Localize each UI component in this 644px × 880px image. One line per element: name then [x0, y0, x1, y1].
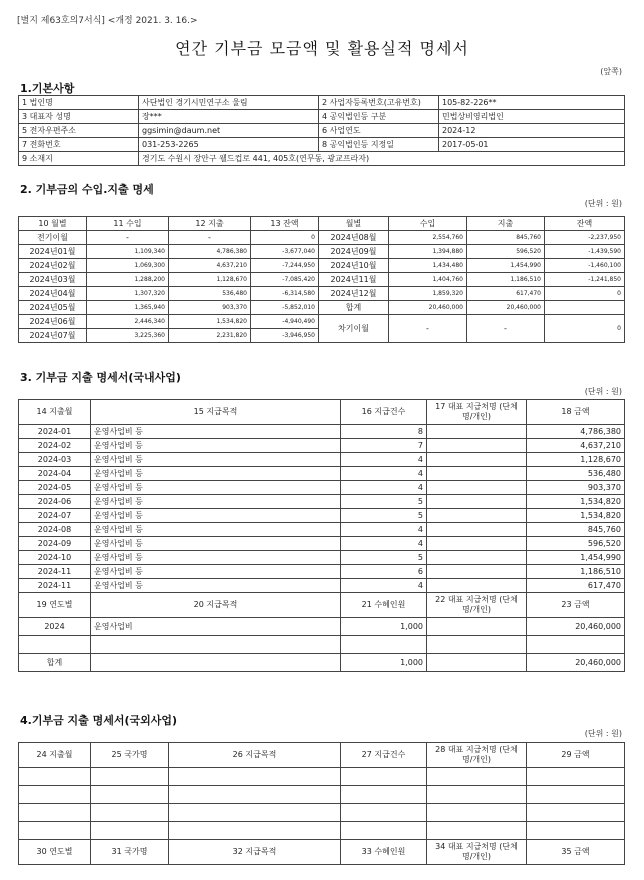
info-row [19, 138, 625, 152]
income-cell: 1,394,880 [389, 245, 467, 259]
income-cell: 2,446,340 [87, 315, 169, 329]
empty-row [19, 822, 625, 840]
column-header: 17 대표 지급처명 (단체명/개인) [427, 400, 527, 425]
expense-cell: 20,460,000 [467, 301, 545, 315]
month-cell: 2024년06월 [19, 315, 87, 329]
month-cell: 2024-06 [19, 495, 91, 509]
count-cell: 4 [341, 579, 427, 593]
info-row [19, 124, 625, 138]
income-cell: 1,288,200 [87, 273, 169, 287]
count-cell: 4 [341, 467, 427, 481]
empty-cell [19, 768, 91, 786]
column-header: 월별 [319, 217, 389, 231]
recipient-cell [427, 551, 527, 565]
column-header: 34 대표 지급처명 (단체명/개인) [427, 840, 527, 865]
table-row [19, 481, 625, 495]
info-label: 2 사업자등록번호(고유번호) [319, 96, 439, 110]
income-cell: 1,307,320 [87, 287, 169, 301]
table-row [19, 287, 625, 301]
expense-cell: 1,534,820 [169, 315, 251, 329]
balance-cell: -6,314,580 [251, 287, 319, 301]
empty-cell [427, 822, 527, 840]
unit-label-3: (단위 : 원) [584, 387, 622, 396]
overseas-expense-table [18, 742, 625, 865]
table-row [19, 551, 625, 565]
empty-row [19, 636, 625, 654]
month-cell: 2024년10월 [319, 259, 389, 273]
empty-cell [341, 636, 427, 654]
year-row [19, 618, 625, 636]
month-cell: 2024-07 [19, 509, 91, 523]
table-row [19, 273, 625, 287]
recipient-cell [427, 523, 527, 537]
count-cell: 6 [341, 565, 427, 579]
month-cell: 2024년07월 [19, 329, 87, 343]
count-cell: 5 [341, 551, 427, 565]
purpose-cell: 운영사업비 등 [91, 439, 341, 453]
income-cell: 1,859,320 [389, 287, 467, 301]
amount-cell: 617,470 [527, 579, 625, 593]
month-cell: 2024-11 [19, 565, 91, 579]
table-row [19, 231, 625, 245]
column-header: 22 대표 지급처명 (단체명/개인) [427, 593, 527, 618]
recipient-cell [427, 439, 527, 453]
income-cell: 1,365,940 [87, 301, 169, 315]
info-value: 사단법인 경기시민연구소 울림 [139, 96, 319, 110]
amount-cell: 845,760 [527, 523, 625, 537]
balance-cell: 0 [545, 287, 625, 301]
table-header-row [19, 840, 625, 865]
empty-cell [427, 804, 527, 822]
income-cell: 20,460,000 [389, 301, 467, 315]
month-cell: 2024년02월 [19, 259, 87, 273]
empty-cell [527, 636, 625, 654]
month-cell: 2024-11 [19, 579, 91, 593]
month-cell: 2024-10 [19, 551, 91, 565]
empty-cell [527, 822, 625, 840]
info-label: 6 사업연도 [319, 124, 439, 138]
empty-cell [19, 804, 91, 822]
info-row-address [19, 152, 625, 166]
info-label: 1 법인명 [19, 96, 139, 110]
count-cell: 7 [341, 439, 427, 453]
column-header: 29 금액 [527, 743, 625, 768]
recipient-cell [427, 453, 527, 467]
income-expense-table [18, 216, 625, 343]
month-cell: 2024-02 [19, 439, 91, 453]
empty-cell [341, 822, 427, 840]
income-cell: 2,554,760 [389, 231, 467, 245]
recipient-cell [427, 565, 527, 579]
column-header: 27 지급건수 [341, 743, 427, 768]
purpose-cell: 운영사업비 등 [91, 537, 341, 551]
empty-cell [91, 786, 169, 804]
amount-cell: 536,480 [527, 467, 625, 481]
count-cell: 4 [341, 537, 427, 551]
info-label: 4 공익법인등 구분 [319, 110, 439, 124]
purpose-cell: 운영사업비 등 [91, 467, 341, 481]
month-cell: 2024-04 [19, 467, 91, 481]
balance-cell: -3,677,040 [251, 245, 319, 259]
purpose-cell: 운영사업비 등 [91, 579, 341, 593]
income-cell: 1,434,480 [389, 259, 467, 273]
income-cell: - [87, 231, 169, 245]
info-label: 5 전자우편주소 [19, 124, 139, 138]
balance-cell: -3,946,950 [251, 329, 319, 343]
column-header: 25 국가명 [91, 743, 169, 768]
table-row [19, 565, 625, 579]
month-cell: 2024-01 [19, 425, 91, 439]
unit-label-2: (단위 : 원) [584, 199, 622, 208]
empty-cell [427, 636, 527, 654]
balance-cell: -7,244,950 [251, 259, 319, 273]
income-cell: 1,404,760 [389, 273, 467, 287]
empty-cell [427, 786, 527, 804]
empty-cell [527, 804, 625, 822]
empty-cell [427, 768, 527, 786]
empty-row [19, 768, 625, 786]
expense-cell: 1,454,990 [467, 259, 545, 273]
count-cell: 4 [341, 481, 427, 495]
month-cell: 2024년03월 [19, 273, 87, 287]
table-row [19, 537, 625, 551]
info-row [19, 96, 625, 110]
empty-cell [19, 822, 91, 840]
column-header: 32 지급목적 [169, 840, 341, 865]
empty-cell [527, 768, 625, 786]
purpose-cell: 운영사업비 등 [91, 523, 341, 537]
column-header: 11 수입 [87, 217, 169, 231]
info-value: 105-82-226** [439, 96, 625, 110]
table-row [19, 467, 625, 481]
info-value: ggsimin@daum.net [139, 124, 319, 138]
month-cell: 2024년11월 [319, 273, 389, 287]
table-row [19, 259, 625, 273]
empty-cell [19, 786, 91, 804]
info-value: 031-253-2265 [139, 138, 319, 152]
column-header: 35 금액 [527, 840, 625, 865]
column-header: 16 지급건수 [341, 400, 427, 425]
income-cell: 3,225,360 [87, 329, 169, 343]
balance-cell: -1,460,100 [545, 259, 625, 273]
expense-cell: - [169, 231, 251, 245]
section-3-title: 3. 기부금 지출 명세서(국내사업) [20, 371, 181, 384]
recipient-cell [427, 509, 527, 523]
column-header: 33 수혜인원 [341, 840, 427, 865]
expense-cell: 617,470 [467, 287, 545, 301]
recipient-cell [427, 537, 527, 551]
balance-cell: -2,237,950 [545, 231, 625, 245]
empty-cell [91, 822, 169, 840]
table-header-row [19, 593, 625, 618]
balance-cell: 0 [251, 231, 319, 245]
count-cell: 5 [341, 509, 427, 523]
month-cell: 2024-08 [19, 523, 91, 537]
amount-cell: 1,454,990 [527, 551, 625, 565]
amount-cell: 596,520 [527, 537, 625, 551]
table-header-row [19, 217, 625, 231]
month-cell: 합계 [319, 301, 389, 315]
carry-income: - [389, 315, 467, 343]
month-cell: 전기이월 [19, 231, 87, 245]
recipient-cell [427, 425, 527, 439]
column-header: 13 잔액 [251, 217, 319, 231]
info-value: 2017-05-01 [439, 138, 625, 152]
empty-cell [341, 786, 427, 804]
info-label: 3 대표자 성명 [19, 110, 139, 124]
count-cell: 5 [341, 495, 427, 509]
column-header: 30 연도별 [19, 840, 91, 865]
month-cell: 2024년08월 [319, 231, 389, 245]
expense-cell: 1,186,510 [467, 273, 545, 287]
month-cell: 2024년05월 [19, 301, 87, 315]
empty-cell [91, 768, 169, 786]
month-cell: 2024년12월 [319, 287, 389, 301]
purpose-cell: 운영사업비 등 [91, 509, 341, 523]
column-header: 14 지출월 [19, 400, 91, 425]
month-cell: 2024년09월 [319, 245, 389, 259]
expense-cell: 536,480 [169, 287, 251, 301]
purpose-cell: 운영사업비 [91, 618, 341, 636]
amount-cell: 1,534,820 [527, 509, 625, 523]
balance-cell: -1,241,850 [545, 273, 625, 287]
info-value: 장*** [139, 110, 319, 124]
carry-expense: - [467, 315, 545, 343]
empty-cell [169, 822, 341, 840]
info-value: 민법상비영리법인 [439, 110, 625, 124]
total-row [19, 654, 625, 672]
empty-cell [341, 768, 427, 786]
page-side-label: (앞쪽) [600, 67, 622, 76]
column-header: 24 지출월 [19, 743, 91, 768]
column-header: 23 금액 [527, 593, 625, 618]
month-cell: 2024-03 [19, 453, 91, 467]
column-header: 21 수혜인원 [341, 593, 427, 618]
empty-cell [169, 804, 341, 822]
column-header: 19 연도별 [19, 593, 91, 618]
purpose-cell: 운영사업비 등 [91, 551, 341, 565]
expense-cell: 903,370 [169, 301, 251, 315]
balance-cell [545, 301, 625, 315]
month-cell: 2024년04월 [19, 287, 87, 301]
recipient-cell [427, 579, 527, 593]
unit-label-4: (단위 : 원) [584, 729, 622, 738]
info-row [19, 110, 625, 124]
count-cell: 4 [341, 453, 427, 467]
recipient-cell [427, 495, 527, 509]
beneficiary-cell: 1,000 [341, 618, 427, 636]
basic-info-table [18, 95, 625, 166]
income-cell: 1,109,340 [87, 245, 169, 259]
empty-row [19, 804, 625, 822]
count-cell: 4 [341, 523, 427, 537]
amount-cell: 1,534,820 [527, 495, 625, 509]
balance-cell: -4,940,490 [251, 315, 319, 329]
amount-cell: 1,128,670 [527, 453, 625, 467]
month-cell: 2024-05 [19, 481, 91, 495]
section-2-title: 2. 기부금의 수입.지출 명세 [20, 183, 154, 196]
column-header: 20 지급목적 [91, 593, 341, 618]
table-row [19, 245, 625, 259]
form-number: [별지 제63호의7서식] <개정 2021. 3. 16.> [17, 16, 198, 26]
empty-cell [91, 804, 169, 822]
year-cell: 2024 [19, 618, 91, 636]
carry-balance: 0 [545, 315, 625, 343]
table-row [19, 425, 625, 439]
table-header-row [19, 743, 625, 768]
purpose-cell: 운영사업비 등 [91, 495, 341, 509]
expense-cell: 596,520 [467, 245, 545, 259]
recipient-cell [427, 481, 527, 495]
column-header: 수입 [389, 217, 467, 231]
month-cell: 2024년01월 [19, 245, 87, 259]
balance-cell: -7,085,420 [251, 273, 319, 287]
total-recipient [427, 654, 527, 672]
purpose-cell: 운영사업비 등 [91, 481, 341, 495]
total-beneficiary: 1,000 [341, 654, 427, 672]
empty-row [19, 786, 625, 804]
empty-cell [341, 804, 427, 822]
expense-cell: 4,637,210 [169, 259, 251, 273]
purpose-cell: 운영사업비 등 [91, 565, 341, 579]
table-row [19, 453, 625, 467]
expense-cell: 2,231,820 [169, 329, 251, 343]
column-header: 18 금액 [527, 400, 625, 425]
amount-cell: 4,637,210 [527, 439, 625, 453]
income-cell: 1,069,300 [87, 259, 169, 273]
table-row [19, 509, 625, 523]
column-header: 28 대표 지급처명 (단체명/개인) [427, 743, 527, 768]
balance-cell: -5,852,010 [251, 301, 319, 315]
info-value: 2024-12 [439, 124, 625, 138]
table-row [19, 315, 625, 329]
document-title: 연간 기부금 모금액 및 활용실적 명세서 [175, 39, 469, 58]
column-header: 31 국가명 [91, 840, 169, 865]
domestic-expense-table [18, 399, 625, 672]
table-header-row [19, 400, 625, 425]
column-header: 15 지급목적 [91, 400, 341, 425]
amount-cell: 903,370 [527, 481, 625, 495]
table-row [19, 439, 625, 453]
month-cell: 2024-09 [19, 537, 91, 551]
balance-cell: -1,439,590 [545, 245, 625, 259]
recipient-cell [427, 618, 527, 636]
table-row [19, 495, 625, 509]
empty-cell [19, 636, 91, 654]
amount-cell: 20,460,000 [527, 618, 625, 636]
purpose-cell: 운영사업비 등 [91, 453, 341, 467]
section-4-title: 4.기부금 지출 명세서(국외사업) [20, 714, 178, 727]
column-header: 잔액 [545, 217, 625, 231]
address-value: 경기도 수원시 장안구 웰드컵로 441, 405호(연무동, 광교프라자) [139, 152, 625, 166]
column-header: 10 월별 [19, 217, 87, 231]
table-row [19, 301, 625, 315]
info-label: 7 전화번호 [19, 138, 139, 152]
empty-cell [169, 768, 341, 786]
section-1-title: 1.기본사항 [20, 82, 75, 95]
total-amount: 20,460,000 [527, 654, 625, 672]
info-label: 9 소재지 [19, 152, 139, 166]
info-label: 8 공익법인등 지정일 [319, 138, 439, 152]
recipient-cell [427, 467, 527, 481]
count-cell: 8 [341, 425, 427, 439]
amount-cell: 1,186,510 [527, 565, 625, 579]
empty-cell [169, 786, 341, 804]
carry-label: 차기이월 [319, 315, 389, 343]
column-header: 12 지출 [169, 217, 251, 231]
expense-cell: 845,760 [467, 231, 545, 245]
purpose-cell: 운영사업비 등 [91, 425, 341, 439]
total-label: 합계 [19, 654, 91, 672]
expense-cell: 1,128,670 [169, 273, 251, 287]
column-header: 26 지급목적 [169, 743, 341, 768]
table-row [19, 579, 625, 593]
expense-cell: 4,786,380 [169, 245, 251, 259]
empty-cell [527, 786, 625, 804]
total-purpose [91, 654, 341, 672]
empty-cell [91, 636, 341, 654]
column-header: 지출 [467, 217, 545, 231]
amount-cell: 4,786,380 [527, 425, 625, 439]
table-row [19, 523, 625, 537]
